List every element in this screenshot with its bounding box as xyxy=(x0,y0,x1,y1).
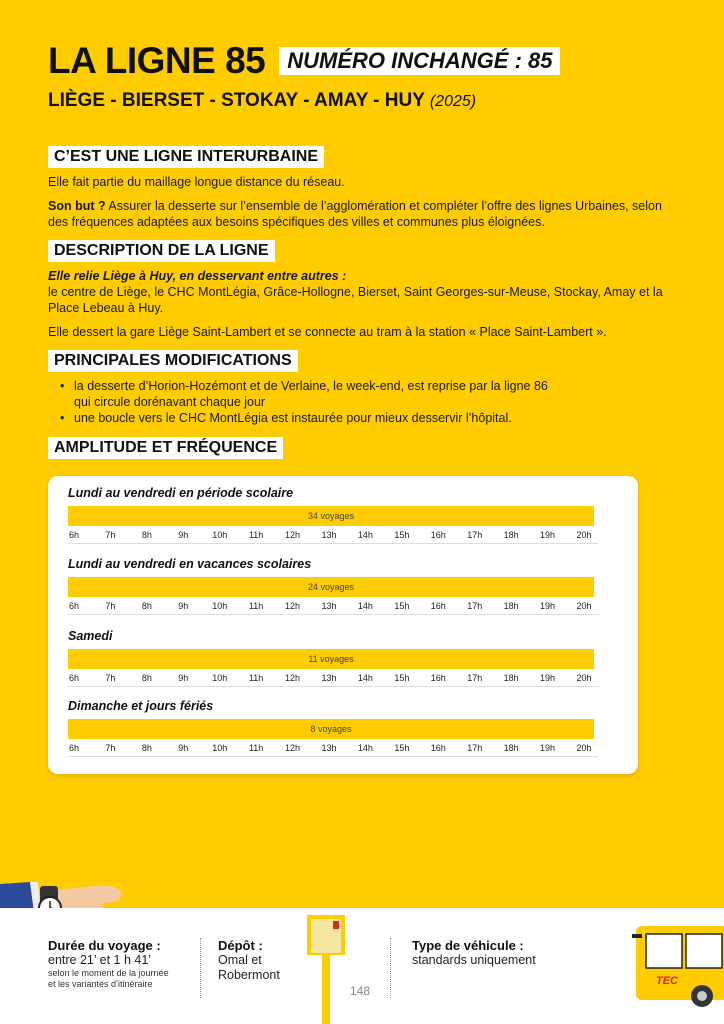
hour-axis xyxy=(68,599,598,615)
depot-line-2: Robermont xyxy=(218,968,280,982)
hour-tick-label: 14h xyxy=(357,673,373,683)
section1-text: Elle fait partie du maillage longue distance du réseau. xyxy=(48,175,345,189)
hour-tick-label: 6h xyxy=(68,743,80,753)
period-school xyxy=(68,486,598,544)
route-year: (2025) xyxy=(429,93,477,110)
section1-goal xyxy=(48,198,678,230)
hour-tick-label: 17h xyxy=(467,601,483,611)
route-name: LIÈGE - BIERSET - STOKAY - AMAY - HUY xyxy=(48,90,425,111)
hour-tick-label: 19h xyxy=(540,673,556,683)
divider xyxy=(390,938,391,998)
hour-tick-label: 8h xyxy=(141,530,152,540)
title-row xyxy=(48,40,560,82)
hour-tick-label: 13h xyxy=(321,601,337,611)
line-number-badge: NUMÉRO INCHANGÉ : 85 xyxy=(279,47,560,75)
section2-station: Elle dessert la gare Liège Saint-Lambert et se connecte au tram à la station « Place Saint-Lambert ». xyxy=(48,325,607,339)
hour-tick-label: 20h xyxy=(576,530,592,540)
section-heading-description: DESCRIPTION DE LA LIGNE xyxy=(48,240,275,262)
bus-logo: TEC xyxy=(656,975,678,987)
hour-tick-label: 15h xyxy=(394,530,410,540)
frequency-bar: 24 voyages xyxy=(68,577,594,597)
hour-tick-label: 12h xyxy=(285,601,301,611)
info-footer xyxy=(0,908,724,1024)
hour-tick-label: 19h xyxy=(540,743,556,753)
hour-tick-label: 12h xyxy=(285,530,301,540)
hour-tick-label: 13h xyxy=(321,530,337,540)
hour-tick-label: 12h xyxy=(285,673,301,683)
depot-label: Dépôt : xyxy=(218,938,263,953)
hour-tick-label: 10h xyxy=(212,530,228,540)
description-stops: le centre de Liège, le CHC MontLégia, Grâce-Hollogne, Bierset, Saint Georges-sur-Meuse, Stockay, Amay et la Place Lebeau à Huy. xyxy=(48,285,663,315)
section2-intro xyxy=(48,268,678,316)
hour-tick-label: 16h xyxy=(430,673,446,683)
hour-tick-label: 18h xyxy=(503,673,519,683)
period-label: Dimanche et jours fériés xyxy=(68,699,214,713)
hour-tick-label: 9h xyxy=(178,530,189,540)
bullet2: une boucle vers le CHC MontLégia est instaurée pour mieux desservir l’hôpital. xyxy=(74,411,512,425)
hour-tick-label: 11h xyxy=(248,673,264,683)
hour-tick-label: 16h xyxy=(430,601,446,611)
hour-tick-label: 19h xyxy=(540,530,556,540)
hour-tick-label: 12h xyxy=(285,743,301,753)
duration-note-2: et les variantes d’itinéraire xyxy=(48,979,153,989)
hour-tick-label: 11h xyxy=(248,601,264,611)
schedule-card xyxy=(48,476,638,774)
hour-tick-label: 14h xyxy=(357,601,373,611)
period-label: Lundi au vendredi en vacances scolaires xyxy=(68,557,312,571)
hour-tick-label: 17h xyxy=(467,530,483,540)
depot-line-1: Omal et xyxy=(218,953,262,967)
hour-tick-label: 6h xyxy=(68,673,80,683)
section-heading-amplitude: AMPLITUDE ET FRÉQUENCE xyxy=(48,437,283,459)
hour-tick-label: 7h xyxy=(105,601,116,611)
hour-tick-label: 7h xyxy=(105,530,116,540)
route-subtitle xyxy=(48,90,476,112)
period-label: Samedi xyxy=(68,629,113,643)
hour-tick-label: 15h xyxy=(394,601,410,611)
hour-tick-label: 15h xyxy=(394,743,410,753)
hour-tick-label: 13h xyxy=(321,743,337,753)
hour-tick-label: 10h xyxy=(212,743,228,753)
period-holidays xyxy=(68,557,598,615)
hour-tick-label: 14h xyxy=(357,530,373,540)
frequency-bar: 11 voyages xyxy=(68,649,594,669)
hour-tick-label: 20h xyxy=(576,673,592,683)
hour-tick-label: 11h xyxy=(248,530,264,540)
hour-tick-label: 8h xyxy=(141,673,152,683)
hour-tick-label: 20h xyxy=(576,601,592,611)
goal-label: Son but ? xyxy=(48,199,106,213)
duration-info xyxy=(48,938,169,990)
duration-label: Durée du voyage : xyxy=(48,938,161,953)
list-item: • la desserte d’Horion-Hozémont et de Verlaine, le week-end, est reprise par la ligne 86 qui circule dorénavant chaque jour xyxy=(60,379,548,409)
hour-tick-label: 17h xyxy=(467,743,483,753)
hour-tick-label: 19h xyxy=(540,601,556,611)
vehicle-info xyxy=(412,938,536,968)
hour-tick-label: 9h xyxy=(178,673,189,683)
bus-icon xyxy=(632,920,724,1010)
hour-tick-label: 9h xyxy=(178,743,189,753)
frequency-bar: 34 voyages xyxy=(68,506,594,526)
page-title: LA LIGNE 85 xyxy=(48,40,266,81)
hour-axis xyxy=(68,671,598,687)
hour-axis xyxy=(68,741,598,757)
hour-tick-label: 8h xyxy=(141,743,152,753)
hour-tick-label: 16h xyxy=(430,530,446,540)
vehicle-value: standards uniquement xyxy=(412,953,536,967)
hour-tick-label: 14h xyxy=(357,743,373,753)
hour-tick-label: 10h xyxy=(212,673,228,683)
hour-tick-label: 20h xyxy=(576,743,592,753)
period-saturday xyxy=(68,629,598,687)
hour-tick-label: 17h xyxy=(467,673,483,683)
hour-tick-label: 13h xyxy=(321,673,337,683)
bullet1-line1: la desserte d’Horion-Hozémont et de Verlaine, le week-end, est reprise par la ligne 86 xyxy=(74,379,548,393)
hour-tick-label: 9h xyxy=(178,601,189,611)
duration-value: entre 21’ et 1 h 41’ xyxy=(48,953,152,967)
hour-tick-label: 18h xyxy=(503,530,519,540)
hour-tick-label: 16h xyxy=(430,743,446,753)
section-heading-interurbaine: C’EST UNE LIGNE INTERURBAINE xyxy=(48,146,324,168)
hour-tick-label: 7h xyxy=(105,673,116,683)
list-item: • une boucle vers le CHC MontLégia est instaurée pour mieux desservir l’hôpital. xyxy=(60,411,512,425)
hour-tick-label: 7h xyxy=(105,743,116,753)
page-number: 148 xyxy=(350,984,371,998)
hour-tick-label: 6h xyxy=(68,530,80,540)
vehicle-label: Type de véhicule : xyxy=(412,938,524,953)
bullet1-line2: qui circule dorénavant chaque jour xyxy=(74,395,266,409)
duration-note-1: selon le moment de la journée xyxy=(48,968,169,978)
hour-tick-label: 11h xyxy=(248,743,264,753)
modifications-list xyxy=(60,378,660,426)
hour-tick-label: 6h xyxy=(68,601,80,611)
depot-info xyxy=(218,938,280,983)
hour-axis xyxy=(68,528,598,544)
hour-tick-label: 8h xyxy=(141,601,152,611)
period-sunday xyxy=(68,699,598,757)
hour-tick-label: 10h xyxy=(212,601,228,611)
hour-tick-label: 15h xyxy=(394,673,410,683)
depot-sign-icon xyxy=(303,915,349,1024)
hour-tick-label: 18h xyxy=(503,601,519,611)
frequency-bar: 8 voyages xyxy=(68,719,594,739)
description-intro: Elle relie Liège à Huy, en desservant entre autres : xyxy=(48,269,347,283)
divider xyxy=(200,938,201,998)
period-label: Lundi au vendredi en période scolaire xyxy=(68,486,294,500)
hour-tick-label: 18h xyxy=(503,743,519,753)
section-heading-modifications: PRINCIPALES MODIFICATIONS xyxy=(48,350,298,372)
goal-text: Assurer la desserte sur l’ensemble de l’agglomération et compléter l’offre des lignes Urbaines, selon des fréquences adaptées aux besoins spécifiques des villes et communes plus éloignées. xyxy=(48,199,662,229)
